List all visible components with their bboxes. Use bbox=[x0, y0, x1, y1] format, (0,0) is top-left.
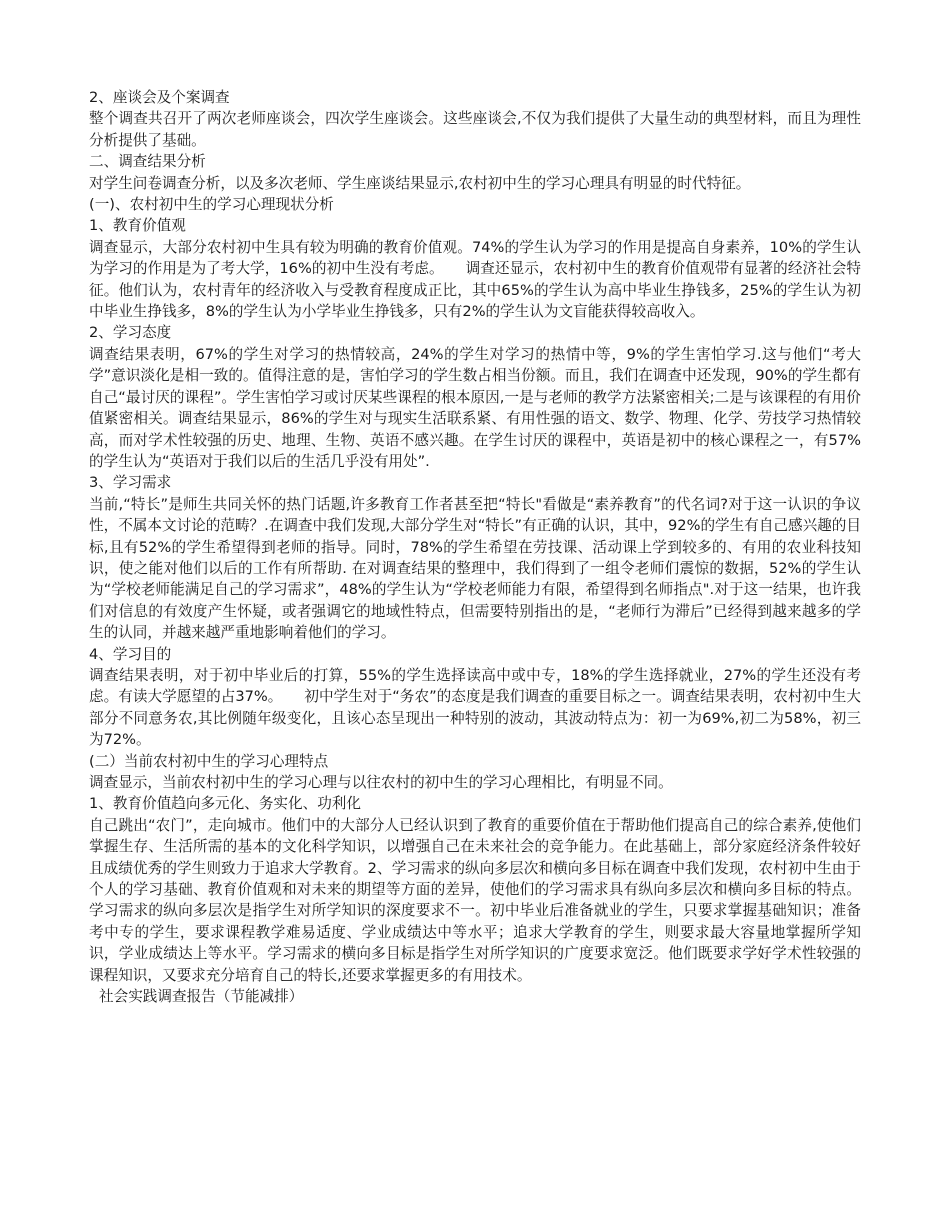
document-page bbox=[89, 87, 861, 1007]
section-heading: 1、教育价值趋向多元化、务实化、功利化 bbox=[89, 795, 361, 813]
section-heading: 1、教育价值观 bbox=[89, 217, 186, 235]
section-heading: (一)、农村初中生的学习心理现状分析 bbox=[89, 196, 334, 214]
section-heading: 二、调查结果分析 bbox=[89, 153, 206, 171]
body-paragraph: 调查显示，大部分农村初中生具有较为明确的教育价值观。74%的学生认为学习的作用是提高自身素养，10%的学生认为学习的作用是为了考大学，16%的初中生没有考虑。 调查还显示，农村初中生的教育价值观带有显著的经济社会特征。他们认为，农村青年的经济收入与受教育程度成正比，其中65%的学生认为高中毕业生挣钱多，25%的学生认为初中毕业生挣钱多，8%的学生认为小学毕业生挣钱多，只有2%的学生认为文盲能获得较高收入。 bbox=[89, 238, 861, 321]
body-paragraph: 调查结果表明，67%的学生对学习的热情较高，24%的学生对学习的热情中等，9%的学生害怕学习.这与他们“考大学”意识淡化是相一致的。值得注意的是，害怕学习的学生数占相当份额。而且，我们在调查中还发现，90%的学生都有自己“最讨厌的课程”。学生害怕学习或讨厌某些课程的根本原因,一是与老师的教学方法紧密相关;二是与该课程的有用价值紧密相关。调查结果显示，86%的学生对与现实生活联系紧、有用性强的语文、数学、物理、化学、劳技学习热情较高，而对学术性较强的历史、地理、生物、英语不感兴趣。在学生讨厌的课程中，英语是初中的核心课程之一，有57%的学生认为“英语对于我们以后的生活几乎没有用处”. bbox=[89, 345, 861, 470]
section-heading: (二）当前农村初中生的学习心理特点 bbox=[89, 752, 329, 770]
section-heading: 3、学习需求 bbox=[89, 474, 172, 492]
section-heading: 4、学习目的 bbox=[89, 645, 172, 663]
section-heading: 2、学习态度 bbox=[89, 324, 172, 342]
section-heading: 2、座谈会及个案调查 bbox=[89, 89, 230, 106]
body-paragraph: 整个调查共召开了两次老师座谈会，四次学生座谈会。这些座谈会,不仅为我们提供了大量生动的典型材料，而且为理性分析提供了基础。 bbox=[89, 110, 861, 149]
body-paragraph: 调查结果表明，对于初中毕业后的打算，55%的学生选择读高中或中专，18%的学生选择就业，27%的学生还没有考虑。有读大学愿望的占37%。 初中学生对于“务农”的态度是我们调查的重要目标之一。调查结果表明，农村初中生大部分不同意务农,其比例随年级变化，且该心态呈现出一种特别的波动，其波动特点为：初一为69%,初二为58%，初三为72%。 bbox=[89, 666, 861, 749]
body-paragraph: 对学生问卷调查分析，以及多次老师、学生座谈结果显示,农村初中生的学习心理具有明显的时代特征。 bbox=[89, 174, 751, 192]
body-paragraph: 当前,“特长”是师生共同关怀的热门话题,许多教育工作者甚至把“特长"看做是“素养教育”的代名词?对于这一认识的争议性，不属本文讨论的范畴？.在调查中我们发现,大部分学生对“特长”有正确的认识，其中，92%的学生有自己感兴趣的目标,且有52%的学生希望得到老师的指导。同时，78%的学生希望在劳技课、活动课上学到较多的、有用的农业科技知识，使之能对他们以后的工作有所帮助. 在对调查结果的整理中，我们得到了一组令老师们震惊的数据，52%的学生认为“学校老师能满足自己的学习需求”，48%的学生认为“学校老师能力有限，希望得到名师指点".对于这一结果，也许我们对信息的有效度产生怀疑，或者强调它的地域性特点，但需要特别指出的是，“老师行为滞后”已经得到越来越多的学生的认同，并越来越严重地影响着他们的学习。 bbox=[89, 495, 861, 642]
body-paragraph: 自己跳出“农门”，走向城市。他们中的大部分人已经认识到了教育的重要价值在于帮助他们提高自己的综合素养,使他们掌握生存、生活所需的基本的文化科学知识，以增强自己在未来社会的竞争能力。在此基础上，部分家庭经济条件较好且成绩优秀的学生则致力于追求大学教育。2、学习需求的纵向多层次和横向多目标在调查中我们发现，农村初中生由于个人的学习基础、教育价值观和对未来的期望等方面的差异，使他们的学习需求具有纵向多层次和横向多目标的特点。学习需求的纵向多层次是指学生对所学知识的深度要求不一。初中毕业后准备就业的学生，只要求掌握基础知识；准备考中专的学生，要求课程教学难易适度、学业成绩达中等水平；追求大学教育的学生，则要求最大容量地掌握所学知识，学业成绩达上等水平。学习需求的横向多目标是指学生对所学知识的广度要求宽泛。他们既要求学好学术性较强的课程知识，又要求充分培育自己的特长,还要求掌握更多的有用技术。 bbox=[89, 816, 861, 984]
report-title-footer: 社会实践调查报告（节能减排） bbox=[99, 988, 304, 1006]
body-paragraph: 调查显示，当前农村初中生的学习心理与以往农村的初中生的学习心理相比，有明显不同。 bbox=[89, 774, 673, 791]
